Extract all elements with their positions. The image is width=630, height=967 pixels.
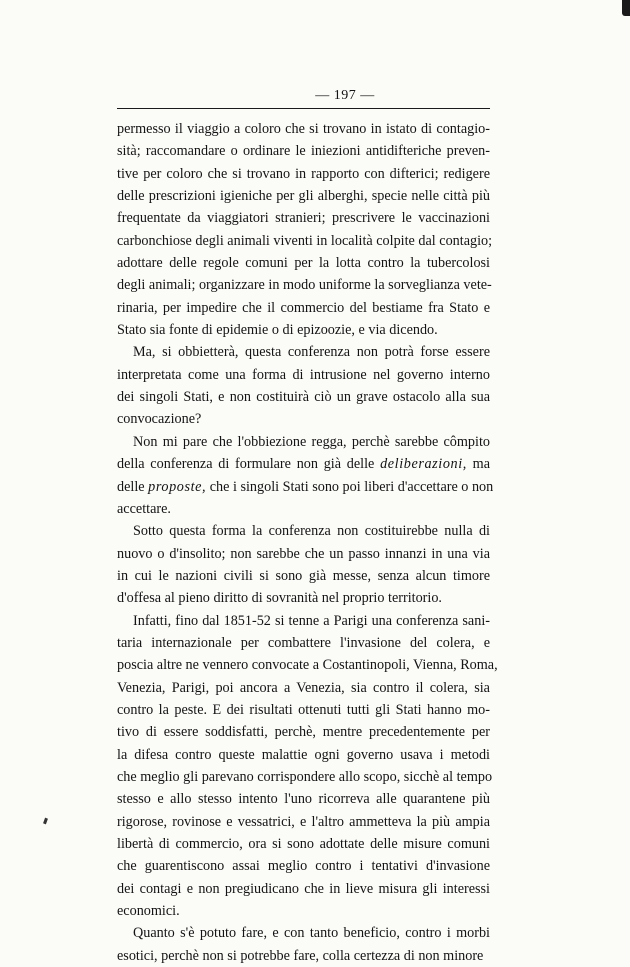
text-line: d'offesa al pieno diritto di sovranità nel proprio territorio. <box>117 590 442 607</box>
text-line: Quanto s'è potuto fare, e con tanto beneficio, contro i morbi <box>133 925 490 942</box>
text-line: carbonchiose degli animali viventi in località colpite dal contagio; <box>117 232 493 249</box>
text-line: rigorose, rovinose e vessatrici, e l'altro ammetteva la più ampia <box>117 813 490 830</box>
text-line: frequentate da viaggiatori stranieri; prescrivere le vaccinazioni <box>117 210 490 227</box>
text-line: Venezia, Parigi, poi ancora a Venezia, sia contro il colera, sia <box>117 679 490 696</box>
text-line: stesso e allo stesso intento l'uno ricorreva alle quarantene più <box>117 791 490 808</box>
corner-mark <box>622 0 630 16</box>
text-line: che meglio gli parevano corrispondere allo scopo, sicchè al tempo <box>117 768 493 785</box>
text-line: economici. <box>117 903 180 920</box>
text-line: in cui le nazioni civili si sono già messe, senza alcun timore <box>117 567 490 584</box>
text-line: contro la peste. E dei risultati ottenuti tutti gli Stati hanno mo- <box>117 701 490 718</box>
text-line: sità; raccomandare o ordinare le iniezioni antidifteriche preven- <box>117 143 490 160</box>
text-line: tivo di essere soddisfatti, perchè, mentre precedentemente per <box>117 724 490 741</box>
text-line: tive per coloro che si trovano in rapporto con difterici; redigere <box>117 165 490 182</box>
text-line: Ma, si obbietterà, questa conferenza non potrà forse essere <box>133 344 490 361</box>
paragraph <box>117 520 490 609</box>
text-line: Stato sia fonte di epidemie o di epizoozie, e via dicendo. <box>117 322 438 339</box>
text-line: nuovo o d'insolito; non sarebbe che un passo innanzi in una via <box>117 545 490 562</box>
text-line: degli animali; organizzare in modo uniforme la sorveglianza vete- <box>117 277 492 294</box>
paragraph <box>117 341 490 430</box>
text-line: Non mi pare che l'obbiezione regga, perchè sarebbe cômpito <box>133 433 490 450</box>
text-line: delle proposte, che i singoli Stati sono poi liberi d'accettare o non <box>117 478 494 495</box>
text-line: rinaria, per impedire che il commercio del bestiame fra Stato e <box>117 299 490 316</box>
paragraph <box>117 118 493 341</box>
body-text <box>117 118 498 967</box>
text-line: esotici, perchè non si potrebbe fare, colla certezza di non minore <box>117 947 484 964</box>
text-line: adottare delle regole comuni per la lotta contro la tubercolosi <box>117 255 490 272</box>
paragraph <box>117 431 494 520</box>
paragraph <box>117 610 498 923</box>
text-line: Infatti, fino dal 1851-52 si tenne a Parigi una conferenza sani- <box>133 612 490 629</box>
text-line: accettare. <box>117 500 171 517</box>
text-line: dei contagi e non pregiudicano che in lieve misura gli interessi <box>117 880 490 897</box>
text-line: che guarentiscono assai meglio contro i tentativi d'invasione <box>117 858 490 875</box>
paragraph <box>117 922 490 967</box>
text-line: convocazione? <box>117 411 202 428</box>
text-line: poscia altre ne vennero convocate a Costantinopoli, Vienna, Roma, <box>117 657 498 674</box>
stray-ink-mark <box>43 818 48 825</box>
text-line: libertà di commercio, ora si sono adottate delle misure comuni <box>117 836 490 852</box>
page-number: — 197 — <box>315 88 375 103</box>
text-line: delle prescrizioni igieniche per gli alberghi, specie nelle città più <box>117 188 490 205</box>
text-line: taria internazionale per combattere l'invasione del colera, e <box>117 634 490 651</box>
text-line: dei singoli Stati, e non costituirà ciò un grave ostacolo alla sua <box>117 389 490 406</box>
text-line: permesso il viaggio a coloro che si trovano in istato di contagio- <box>117 121 490 137</box>
text-line: interpretata come una forma di intrusione nel governo interno <box>117 366 490 383</box>
text-line: Sotto questa forma la conferenza non costituirebbe nulla di <box>133 523 490 540</box>
header-rule <box>117 108 490 109</box>
text-line: la difesa contro queste malattie ogni governo usava i metodi <box>117 746 490 763</box>
text-line: della conferenza di formulare non già delle deliberazioni, ma <box>117 456 490 473</box>
